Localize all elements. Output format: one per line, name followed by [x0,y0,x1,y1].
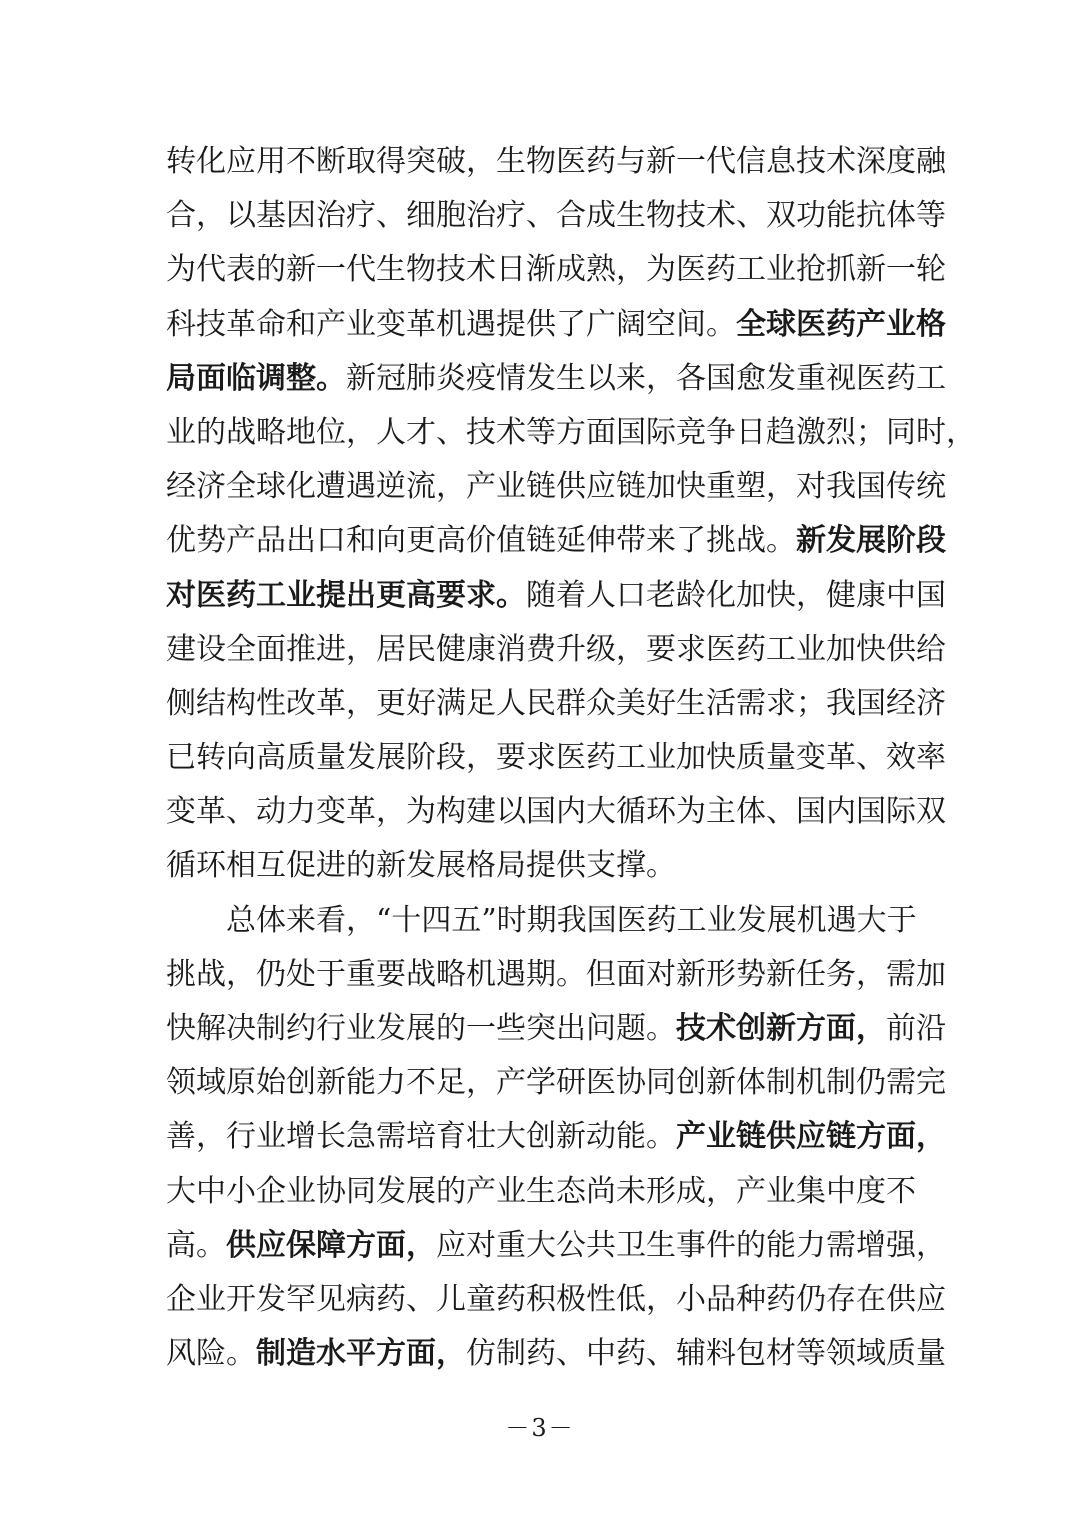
text-line [166,1273,946,1327]
text-line [166,894,916,948]
bold-heading-text: 局面临调整。 [166,360,346,396]
body-text-span: 随着人口老龄化加快，健康中国 [526,577,946,613]
text-line [166,406,976,460]
text-line [166,731,946,785]
bold-heading-text: 新发展阶段 [796,523,946,559]
text-line [166,569,946,623]
text-line [166,243,946,297]
text-line [166,1002,946,1056]
text-line [166,514,946,568]
bold-heading-text: 对医药工业提出更高要求。 [166,577,526,613]
text-line [166,135,946,189]
body-text-span: 科技革命和产业变革机遇提供了广阔空间。 [166,306,736,342]
body-text-span: 仿制药、中药、辅料包材等领域质量 [466,1336,946,1372]
text-line [166,677,946,731]
body-text-span: 挑战，仍处于重要战略机遇期。但面对新形势新任务，需加 [166,956,946,992]
text-line [166,839,916,893]
text-line [166,1327,946,1381]
text-line [166,460,946,514]
body-text-span: 侧结构性改革，更好满足人民群众美好生活需求；我国经济 [166,685,946,721]
body-text-span: 变革、动力变革，为构建以国内大循环为主体、国内国际双 [166,794,946,830]
body-text-span: 风险。 [166,1336,256,1372]
text-line [166,1056,946,1110]
bold-heading-text: 技术创新方面， [676,1011,886,1046]
body-text-span: 应对重大公共卫生事件的能力需增强， [436,1227,946,1263]
body-text-span: 已转向高质量发展阶段，要求医药工业加快质量变革、效率 [166,740,946,776]
body-text-span: 快解决制约行业发展的一些突出问题。 [166,1011,676,1046]
body-text-span: 善，行业增长急需培育壮大创新动能。 [166,1119,676,1155]
bold-heading-text: 全球医药产业格 [736,306,946,342]
body-text-span: 为代表的新一代生物技术日渐成熟，为医药工业抢抓新一轮 [166,252,946,288]
body-text-span: 前沿 [886,1011,946,1046]
text-line [166,298,946,352]
page-number: －3－ [505,1414,575,1442]
text-line [166,1110,946,1164]
text-line [166,352,946,406]
body-text-span: 建设全面推进，居民健康消费升级，要求医药工业加快供给 [166,631,946,667]
text-line [166,1165,916,1219]
text-line [166,189,946,243]
body-text-span: 新冠肺炎疫情发生以来，各国愈发重视医药工 [346,360,946,396]
body-text-span: 优势产品出口和向更高价值链延伸带来了挑战。 [166,523,796,559]
body-text-span: 合，以基因治疗、细胞治疗、合成生物技术、双功能抗体等 [166,198,946,234]
body-text-span: 转化应用不断取得突破，生物医药与新一代信息技术深度融 [166,144,946,179]
body-text-span: 企业开发罕见病药、儿童药积极性低，小品种药仍存在供应 [166,1281,946,1317]
text-line [166,948,946,1002]
text-line [166,785,946,839]
bold-heading-text: 产业链供应链方面， [676,1119,946,1155]
body-text-span: 经济全球化遭遇逆流，产业链供应链加快重塑，对我国传统 [166,469,946,505]
text-line [166,1219,946,1273]
bold-heading-text: 供应保障方面， [226,1227,436,1263]
body-text-span: 领域原始创新能力不足，产学研医协同创新体制机制仍需完 [166,1065,946,1101]
body-text-span: 总体来看，“十四五”时期我国医药工业发展机遇大于 [226,902,917,938]
body-text-span: 高。 [166,1227,226,1263]
body-text-span: 循环相互促进的新发展格局提供支撑。 [166,848,676,884]
body-text [166,135,976,1381]
bold-heading-text: 制造水平方面， [256,1336,466,1372]
text-line [166,623,946,677]
body-text-span: 业的战略地位，人才、技术等方面国际竞争日趋激烈；同时， [166,414,976,450]
body-text-span: 大中小企业协同发展的产业生态尚未形成，产业集中度不 [166,1173,916,1209]
